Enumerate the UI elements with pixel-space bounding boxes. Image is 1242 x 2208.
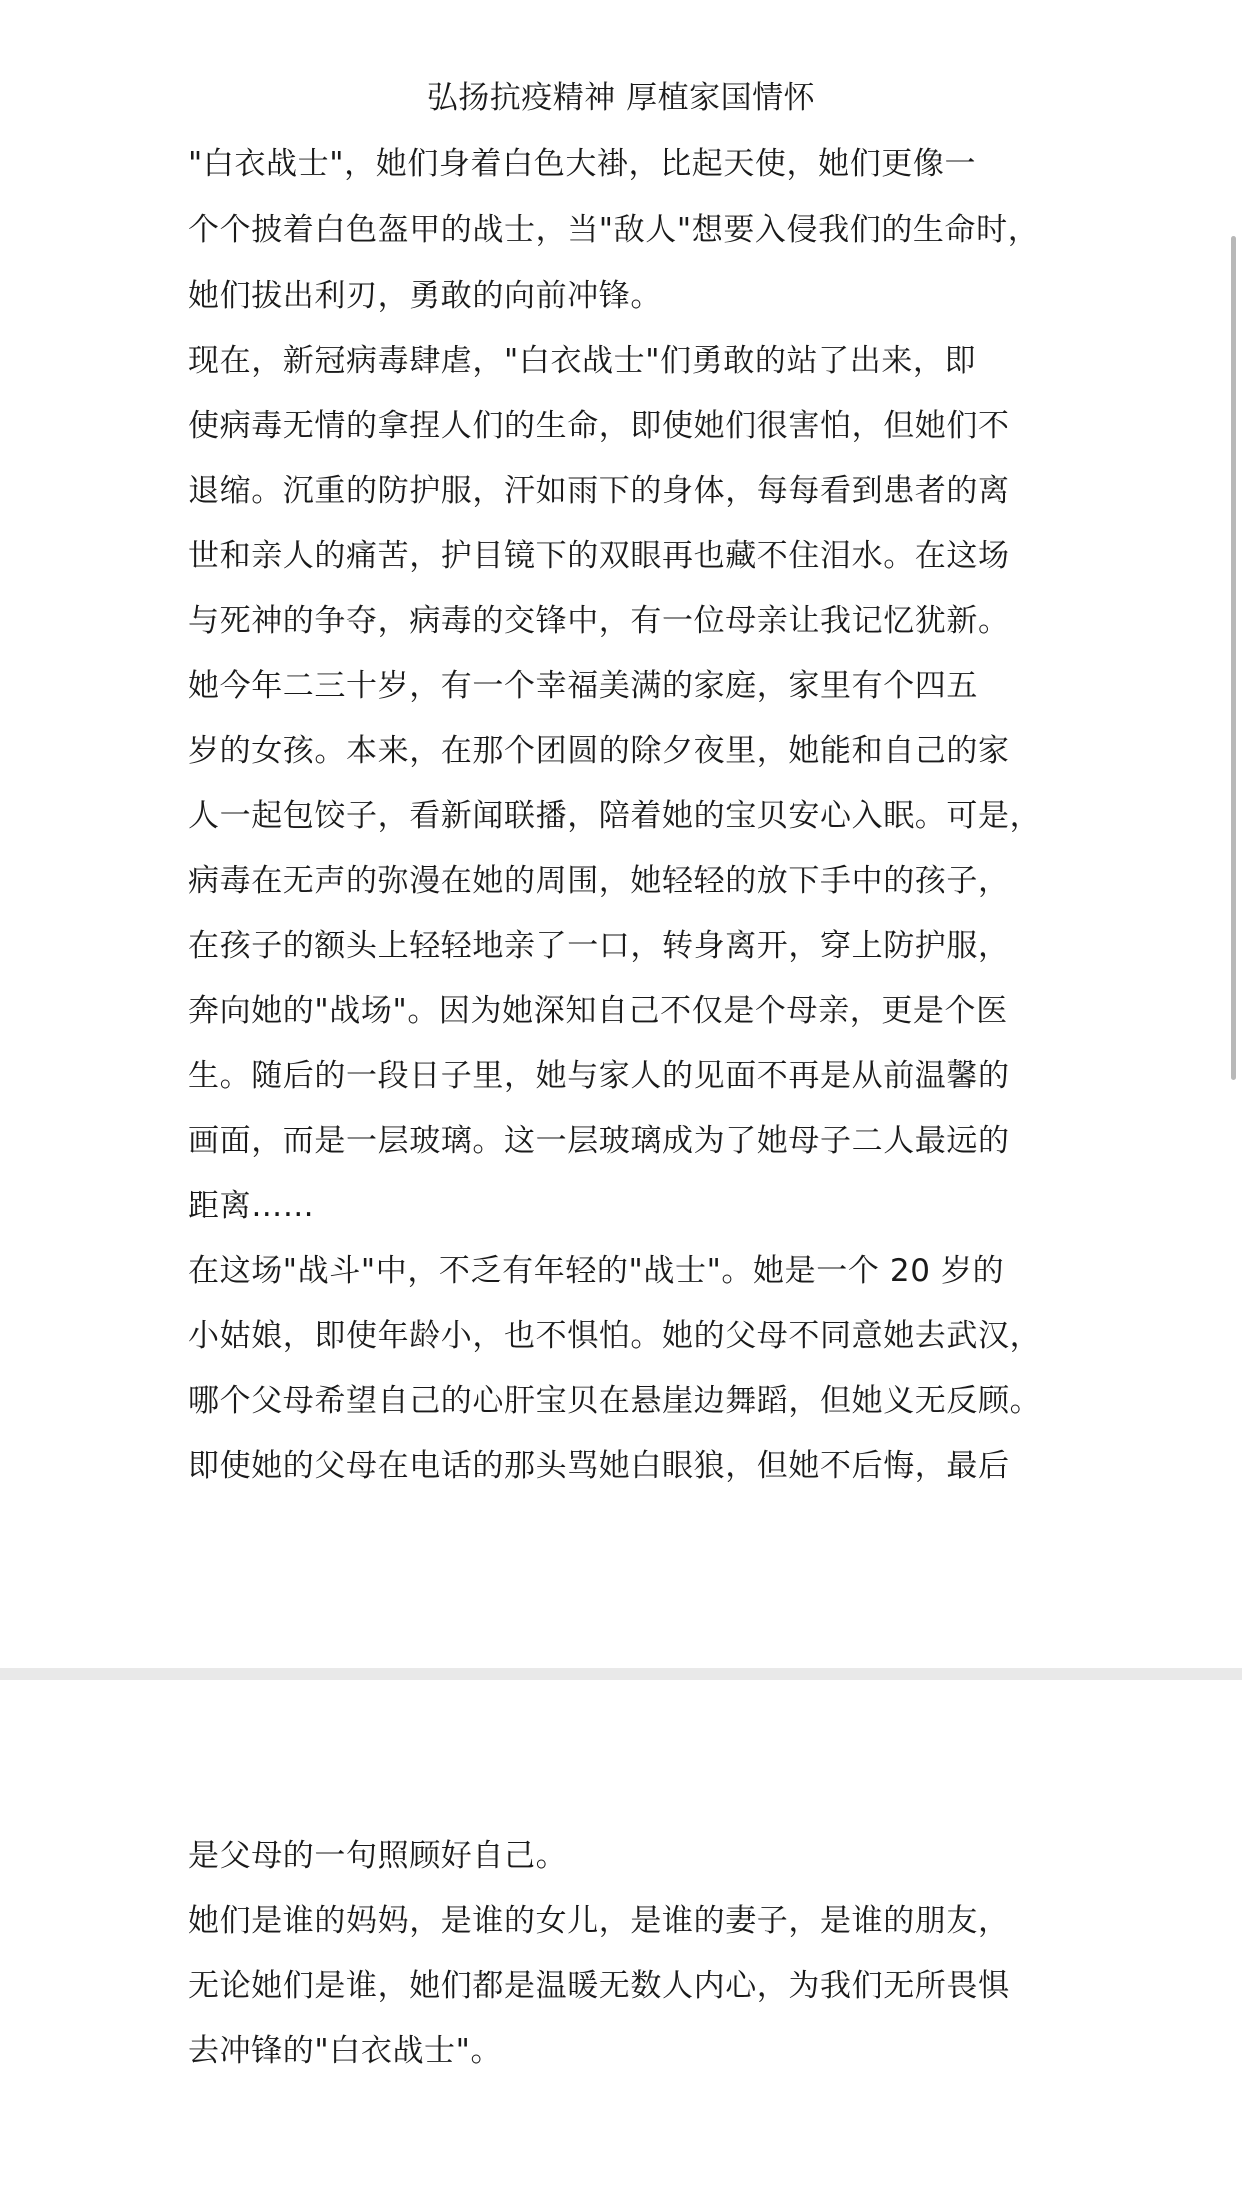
text-line: 病毒在无声的弥漫在她的周围，她轻轻的放下手中的孩子， <box>188 863 1010 899</box>
text-line: 使病毒无情的拿捏人们的生命，即使她们很害怕，但她们不 <box>188 408 1010 444</box>
text-line: 生。随后的一段日子里，她与家人的见面不再是从前温馨的 <box>188 1058 1010 1094</box>
text-line: 退缩。沉重的防护服，汗如雨下的身体，每每看到患者的离 <box>188 473 1010 509</box>
text-line: 是父母的一句照顾好自己。 <box>188 1838 568 1874</box>
document-title: 弘扬抗疫精神 厚植家国情怀 <box>426 80 816 116</box>
text-line: 世和亲人的痛苦，护目镜下的双眼再也藏不住泪水。在这场 <box>188 538 1010 574</box>
text-line: 她今年二三十岁，有一个幸福美满的家庭，家里有个四五 <box>188 668 978 704</box>
text-line: 她们是谁的妈妈，是谁的女儿，是谁的妻子，是谁的朋友， <box>188 1903 1010 1939</box>
text-line: 人一起包饺子，看新闻联播，陪着她的宝贝安心入眠。可是， <box>188 798 1042 834</box>
text-line: 距离…… <box>188 1188 315 1224</box>
page-separator <box>0 1668 1242 1680</box>
text-line: 她们拔出利刃，勇敢的向前冲锋。 <box>188 278 662 314</box>
text-line: 在孩子的额头上轻轻地亲了一口，转身离开，穿上防护服， <box>188 928 1010 964</box>
text-line: 哪个父母希望自己的心肝宝贝在悬崖边舞蹈，但她义无反顾。 <box>188 1383 1042 1419</box>
text-line: 无论她们是谁，她们都是温暖无数人内心，为我们无所畏惧 <box>188 1968 1010 2004</box>
document-page-2 <box>0 1680 1242 2208</box>
text-line: 在这场"战斗"中，不乏有年轻的"战士"。她是一个 20 岁的 <box>188 1253 1005 1289</box>
text-line: 奔向她的"战场"。因为她深知自己不仅是个母亲，更是个医 <box>188 993 1008 1029</box>
vertical-scrollbar[interactable] <box>1231 236 1236 1080</box>
text-line: 画面，而是一层玻璃。这一层玻璃成为了她母子二人最远的 <box>188 1123 1010 1159</box>
text-line: 现在，新冠病毒肆虐，"白衣战士"们勇敢的站了出来，即 <box>188 343 977 379</box>
text-line: 小姑娘，即使年龄小，也不惧怕。她的父母不同意她去武汉， <box>188 1318 1042 1354</box>
text-line: 即使她的父母在电话的那头骂她白眼狼，但她不后悔，最后 <box>188 1448 1010 1484</box>
text-line: 个个披着白色盔甲的战士，当"敌人"想要入侵我们的生命时， <box>188 212 1040 248</box>
text-line: 岁的女孩。本来，在那个团圆的除夕夜里，她能和自己的家 <box>188 733 1010 769</box>
text-line: "白衣战士"，她们身着白色大褂，比起天使，她们更像一 <box>188 146 977 182</box>
text-line: 与死神的争夺，病毒的交锋中，有一位母亲让我记忆犹新。 <box>188 603 1010 639</box>
text-line: 去冲锋的"白衣战士"。 <box>188 2033 503 2069</box>
